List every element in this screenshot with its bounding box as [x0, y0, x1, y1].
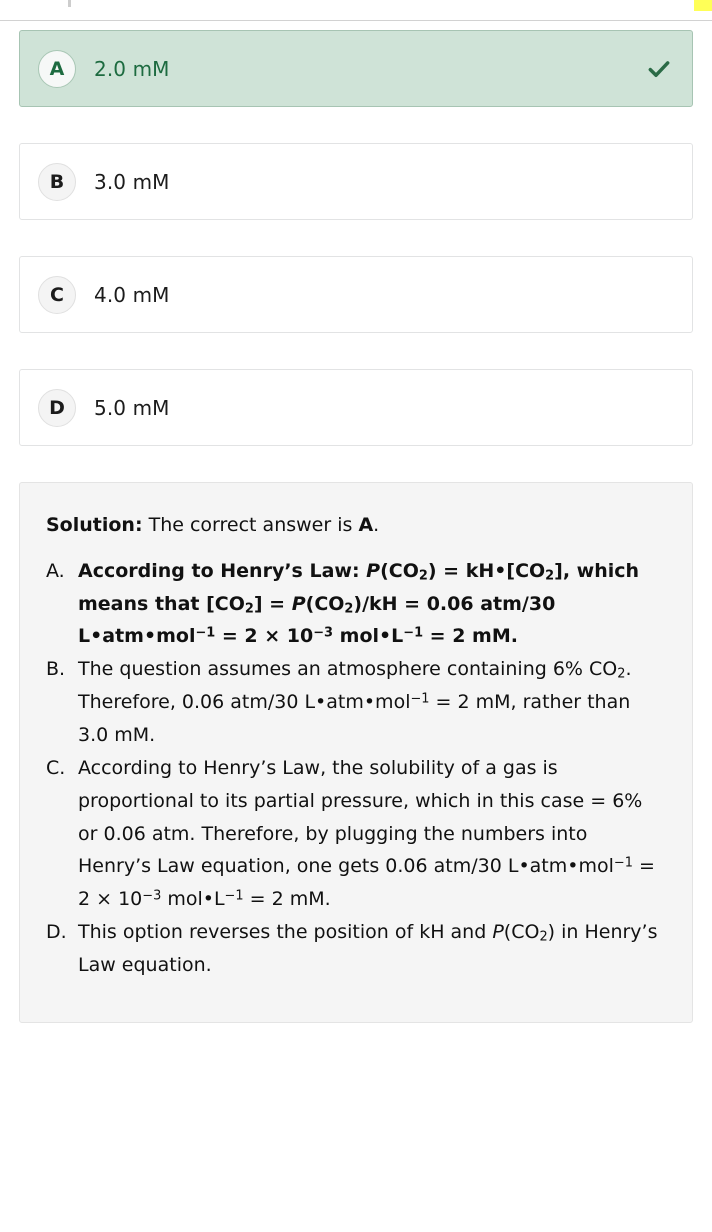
- explanation-item: [46, 555, 666, 654]
- explanation-body: According to Henry’s Law, the solubility of a gas is proportional to its partial pressure, which in this case = 6% or 0.06 atm. Therefore, by plugging the numbers into Henry’s Law equation, one gets 0.06 atm/30 L•atm•mol$^{-1}$ = $2 \times 10^{-3}$ $mol•L^{-1} = 2$ mM.: [78, 756, 655, 911]
- highlight-marker-artifact: [694, 0, 712, 11]
- option-text: 3.0 mM: [94, 169, 170, 194]
- answer-option-d[interactable]: [19, 369, 693, 446]
- text-cursor-artifact: [68, 0, 71, 7]
- answer-option-b[interactable]: [19, 143, 693, 220]
- answer-option-a[interactable]: [19, 30, 693, 107]
- explanation-item: [46, 653, 666, 752]
- solution-label: Solution:: [46, 514, 143, 536]
- solution-panel: [19, 482, 693, 1023]
- explanation-item: [46, 752, 666, 916]
- solution-summary-text: The correct answer is: [142, 514, 359, 536]
- explanation-list: [46, 555, 666, 982]
- answer-option-c[interactable]: [19, 256, 693, 333]
- explanation-marker: C.: [46, 756, 66, 779]
- explanation-item: [46, 916, 666, 982]
- explanation-body: According to Henry’s Law: $P(CO_2)$ = $kH•[CO_2]$, which means that $[CO_2] = P(CO_2)/kH = 0.06$ atm/30 L•atm•mol$^{-1}$ = $2 \times 10^{-3}$ $mol•L^{-1} = 2$ mM.: [78, 559, 640, 648]
- option-letter-badge: A: [38, 50, 76, 88]
- option-letter-badge: C: [38, 276, 76, 314]
- explanation-marker: A.: [46, 559, 65, 582]
- option-letter-badge: D: [38, 389, 76, 427]
- solution-answer-letter: A: [358, 514, 374, 536]
- option-text: 5.0 mM: [94, 395, 170, 420]
- option-text: 4.0 mM: [94, 282, 170, 307]
- solution-heading: [46, 513, 666, 539]
- explanation-marker: B.: [46, 658, 66, 681]
- option-letter-badge: B: [38, 163, 76, 201]
- answer-options-list: [0, 21, 712, 446]
- solution-summary-period: .: [373, 514, 380, 536]
- clipped-top-strip: [0, 0, 712, 20]
- explanation-body: The question assumes an atmosphere containing 6% $CO_2$. Therefore, 0.06 atm/30 L•atm•mol$^{-1}$ = 2 mM, rather than 3.0 mM.: [78, 658, 632, 746]
- check-icon: [646, 56, 672, 82]
- explanation-marker: D.: [46, 921, 67, 944]
- option-text: 2.0 mM: [94, 56, 170, 81]
- explanation-body: This option reverses the position of kH and $P(CO_2)$ in Henry’s Law equation.: [78, 921, 658, 976]
